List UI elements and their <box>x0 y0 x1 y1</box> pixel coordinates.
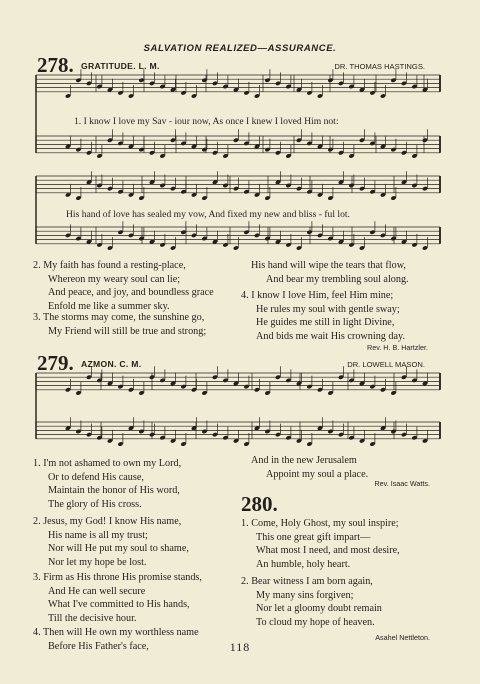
author-279: Rev. Isaac Watts. <box>374 479 430 488</box>
verse-280-1: 1. Come, Holy Ghost, my soul inspire; This one great gift impart— What most I need, and most desire, An humble, holy heart. <box>241 518 400 571</box>
verse-278-3-cont: His hand will wipe the tears that flow, And bear my trembling soul along. <box>251 260 409 285</box>
verse-279-4: 4. Then will He own my worthless name Before His Father's face, <box>33 627 199 652</box>
hymn-number-280: 280. <box>241 492 278 516</box>
verse-278-4: 4. I know I love Him, feel Him mine; He rules my soul with gentle sway; He guides me still in light Divine, And bids me wait His crowning day. <box>241 290 406 343</box>
verse-279-1: 1. I'm not ashamed to own my Lord, Or to defend His cause, Maintain the honor of His word, The glory of His cross. <box>33 458 182 511</box>
hymn-number-279: 279. <box>37 351 74 375</box>
verse-278-2: 2. My faith has found a resting-place, Whereon my weary soul can lie; And peace, and joy, and boundless grace Enfold me like a summer sky. <box>33 260 214 313</box>
lyric-line-2: His hand of love has sealed my vow, And fixed my new and bliss - ful lot. <box>66 209 350 220</box>
page-number: 118 <box>229 640 251 654</box>
composer-279: DR. LOWELL MASON. <box>347 360 425 369</box>
author-278: Rev. H. B. Hartzler. <box>367 343 428 352</box>
verse-278-3: 3. The storms may come, the sunshine go, My Friend will still be true and strong; <box>33 312 207 337</box>
lyric-line-1: 1. I know I love my Sav - iour now, As once I knew I loved Him not: <box>74 116 339 127</box>
tune-name-279: AZMON. C. M. <box>81 359 142 369</box>
author-280: Asahel Nettleton. <box>375 633 430 642</box>
page-header: SALVATION REALIZED—ASSURANCE. <box>143 43 337 54</box>
composer-278: DR. THOMAS HASTINGS. <box>334 62 425 71</box>
tune-name-278: GRATITUDE. L. M. <box>81 61 160 71</box>
verse-279-2: 2. Jesus, my God! I know His name, His name is all my trust; Nor will He put my soul to shame, Nor let my hope be lost. <box>33 516 189 569</box>
verse-280-2: 2. Bear witness I am born again, My many sins forgiven; Nor let a gloomy doubt remain To cloud my hope of heaven. <box>241 576 382 629</box>
hymn-number-278: 278. <box>37 53 74 77</box>
verse-279-4-cont: And in the new Jerusalem Appoint my soul a place. <box>251 455 369 480</box>
verse-279-3: 3. Firm as His throne His promise stands, And He can well secure What I've committed to His hands, Till the decisive hour. <box>33 572 202 625</box>
